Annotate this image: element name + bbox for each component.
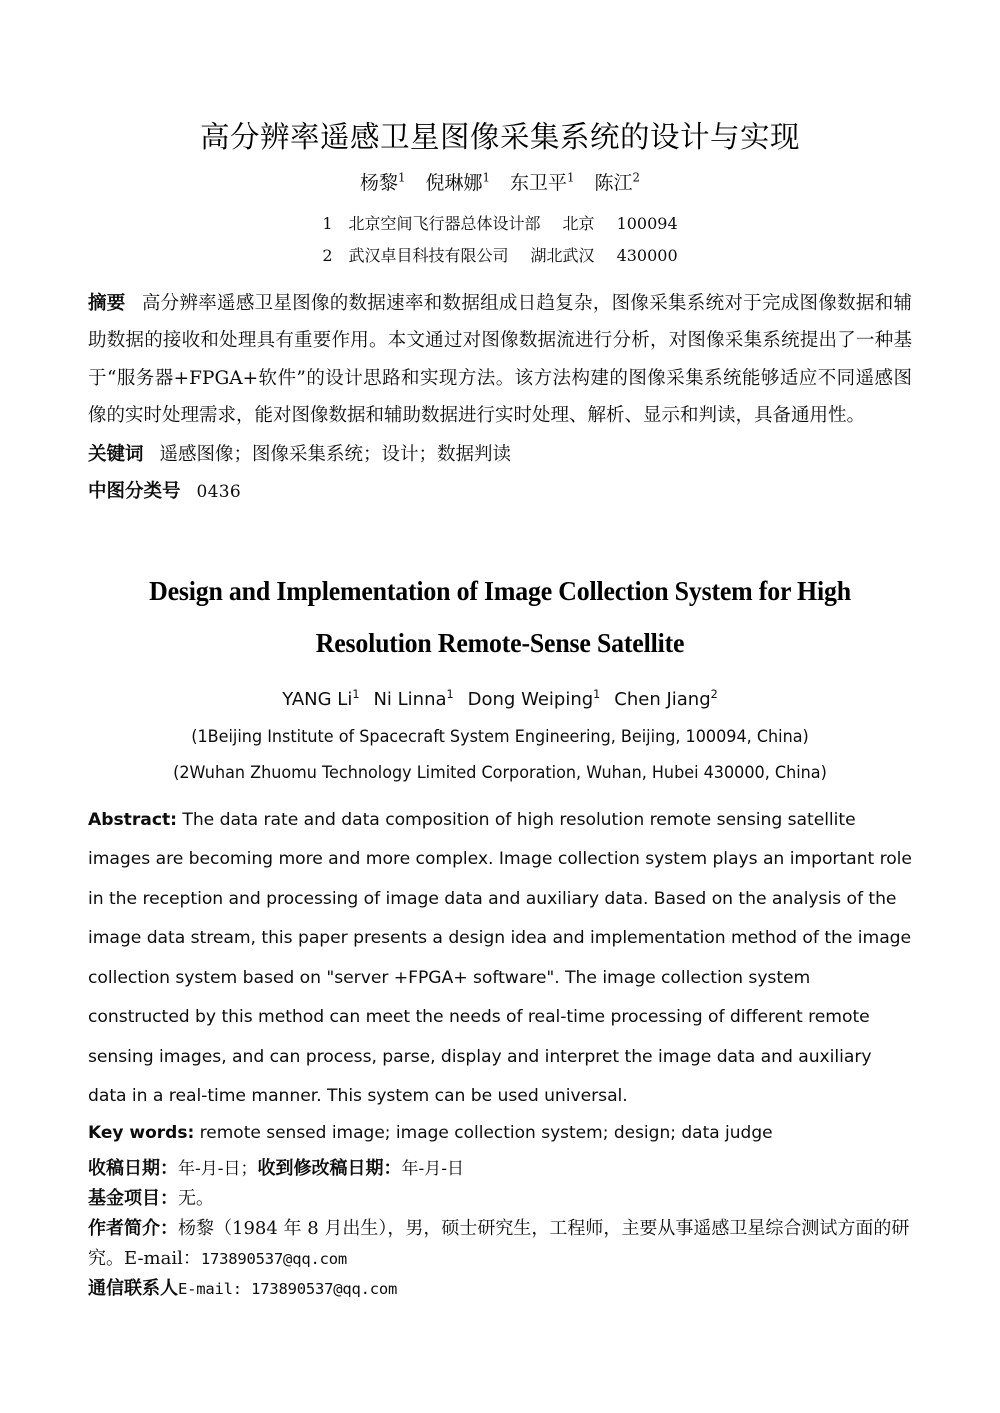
english-title-line-2: Resolution Remote-Sense Satellite bbox=[315, 626, 685, 658]
english-author-affil-marker: 1 bbox=[352, 687, 360, 701]
corresponding-author-row bbox=[88, 1274, 912, 1304]
english-affiliation-2: (2Wuhan Zhuomu Technology Limited Corporation, Wuhan, Hubei 430000, China) bbox=[173, 762, 827, 782]
chinese-author bbox=[595, 172, 641, 194]
affiliation-city: 北京 bbox=[562, 213, 595, 233]
chinese-clc bbox=[88, 473, 912, 511]
chinese-author-name: 倪琳娜 bbox=[425, 171, 483, 194]
chinese-author-name: 陈江 bbox=[594, 171, 633, 194]
chinese-author-name: 杨黎 bbox=[359, 171, 398, 194]
affiliation-zip: 100094 bbox=[616, 213, 678, 233]
fund-label: 基金项目： bbox=[88, 1187, 178, 1209]
chinese-author-name: 东卫平 bbox=[510, 171, 568, 194]
english-author bbox=[373, 689, 453, 710]
chinese-author-affil-marker: 1 bbox=[567, 170, 575, 185]
revised-date-value: 年-月-日 bbox=[401, 1158, 464, 1179]
chinese-title: 高分辨率遥感卫星图像采集系统的设计与实现 bbox=[199, 120, 800, 154]
english-abstract-text: The data rate and data composition of high resolution remote sensing satellite images are becoming more and more complex. Image collection system plays an important role in the reception and processing of image data and auxiliary data. Based on the analysis of the image data stream, this paper presents a design idea and implementation method of the image collection system based on "server +FPGA+ software". The image collection system constructed by this method can meet the needs of real-time processing of different remote sensing images, and can process, parse, display and interpret the image data and auxiliary data in a real-time manner. This system can be used universal. bbox=[88, 809, 912, 1107]
fund-row bbox=[88, 1184, 912, 1214]
chinese-abstract-text: 高分辨率遥感卫星图像的数据速率和数据组成日趋复杂，图像采集系统对于完成图像数据和辅助数据的接收和处理具有重要作用。本文通过对图像数据流进行分析，对图像采集系统提出了一种基于“服务器+FPGA+软件”的设计思路和实现方法。该方法构建的图像采集系统能够适应不同遥感图像的实时处理需求，能对图像数据和辅助数据进行实时处理、解析、显示和判读，具备通用性。 bbox=[88, 292, 912, 426]
english-title bbox=[113, 565, 888, 669]
affiliation-index: 2 bbox=[322, 246, 333, 266]
fund-value: 无。 bbox=[178, 1187, 214, 1209]
received-date-label: 收稿日期： bbox=[88, 1157, 178, 1179]
chinese-author-affil-marker: 1 bbox=[482, 170, 490, 185]
corresponding-author-email[interactable]: 173890537@qq.com bbox=[251, 1279, 398, 1298]
chinese-keywords-text: 遥感图像；图像采集系统；设计；数据判读 bbox=[159, 443, 512, 465]
english-keywords-label: Key words: bbox=[88, 1122, 195, 1143]
english-author bbox=[614, 689, 717, 710]
chinese-clc-label: 中图分类号 bbox=[88, 480, 181, 502]
english-author bbox=[468, 689, 601, 710]
author-bio-email[interactable]: 173890537@qq.com bbox=[200, 1249, 347, 1268]
affiliation-city: 湖北武汉 bbox=[530, 246, 595, 266]
chinese-author bbox=[510, 172, 575, 194]
footer-notes bbox=[88, 1154, 912, 1304]
affiliation-zip: 430000 bbox=[616, 246, 678, 266]
author-bio-text: 杨黎（1984 年 8 月出生），男，硕士研究生，工程师，主要从事遥感卫星综合测试方面的研究。E-mail： bbox=[88, 1217, 910, 1269]
chinese-affiliation-1 bbox=[88, 215, 912, 233]
received-date-value: 年-月-日； bbox=[178, 1158, 258, 1179]
chinese-author bbox=[425, 172, 490, 194]
english-affiliation-1: (1Beijing Institute of Spacecraft System Engineering, Beijing, 100094, China) bbox=[191, 727, 809, 747]
english-author-affil-marker: 1 bbox=[593, 687, 601, 701]
chinese-author-affil-marker: 2 bbox=[632, 170, 641, 185]
chinese-abstract bbox=[88, 285, 912, 435]
chinese-keywords-label: 关键词 bbox=[88, 443, 144, 465]
chinese-affiliation-2 bbox=[88, 247, 912, 265]
english-author-list bbox=[88, 689, 912, 711]
chinese-keywords bbox=[88, 436, 912, 473]
english-author-name: Chen Jiang bbox=[614, 688, 711, 710]
chinese-abstract-label: 摘要 bbox=[88, 292, 126, 314]
author-bio-label: 作者简介： bbox=[88, 1217, 178, 1239]
english-keywords-text: remote sensed image; image collection system; design; data judge bbox=[194, 1122, 773, 1143]
affiliation-org: 北京空间飞行器总体设计部 bbox=[348, 213, 541, 233]
english-abstract-label: Abstract: bbox=[88, 809, 177, 830]
chinese-author-list bbox=[88, 172, 912, 195]
english-author bbox=[282, 689, 359, 710]
english-author-name: YANG Li bbox=[282, 688, 353, 710]
english-title-line-1: Design and Implementation of Image Collection System for High bbox=[149, 574, 851, 606]
chinese-clc-value: 0436 bbox=[196, 481, 241, 502]
corresponding-author-label: 通信联系人 bbox=[88, 1277, 178, 1299]
english-author-name: Dong Weiping bbox=[467, 688, 594, 710]
english-author-affil-marker: 2 bbox=[710, 687, 718, 701]
corresponding-email-prefix: E-mail: bbox=[178, 1279, 252, 1298]
english-abstract bbox=[88, 801, 912, 1117]
chinese-author bbox=[360, 172, 406, 194]
page-content bbox=[88, 0, 912, 1304]
revised-date-label: 收到修改稿日期： bbox=[257, 1157, 402, 1179]
affiliation-index: 1 bbox=[322, 213, 333, 233]
english-author-name: Ni Linna bbox=[373, 688, 447, 710]
english-author-affil-marker: 1 bbox=[446, 687, 454, 701]
english-keywords bbox=[88, 1122, 912, 1145]
author-bio-row bbox=[88, 1214, 912, 1274]
received-date-row bbox=[88, 1154, 912, 1184]
affiliation-org: 武汉卓目科技有限公司 bbox=[348, 246, 509, 266]
chinese-author-affil-marker: 1 bbox=[397, 170, 406, 185]
